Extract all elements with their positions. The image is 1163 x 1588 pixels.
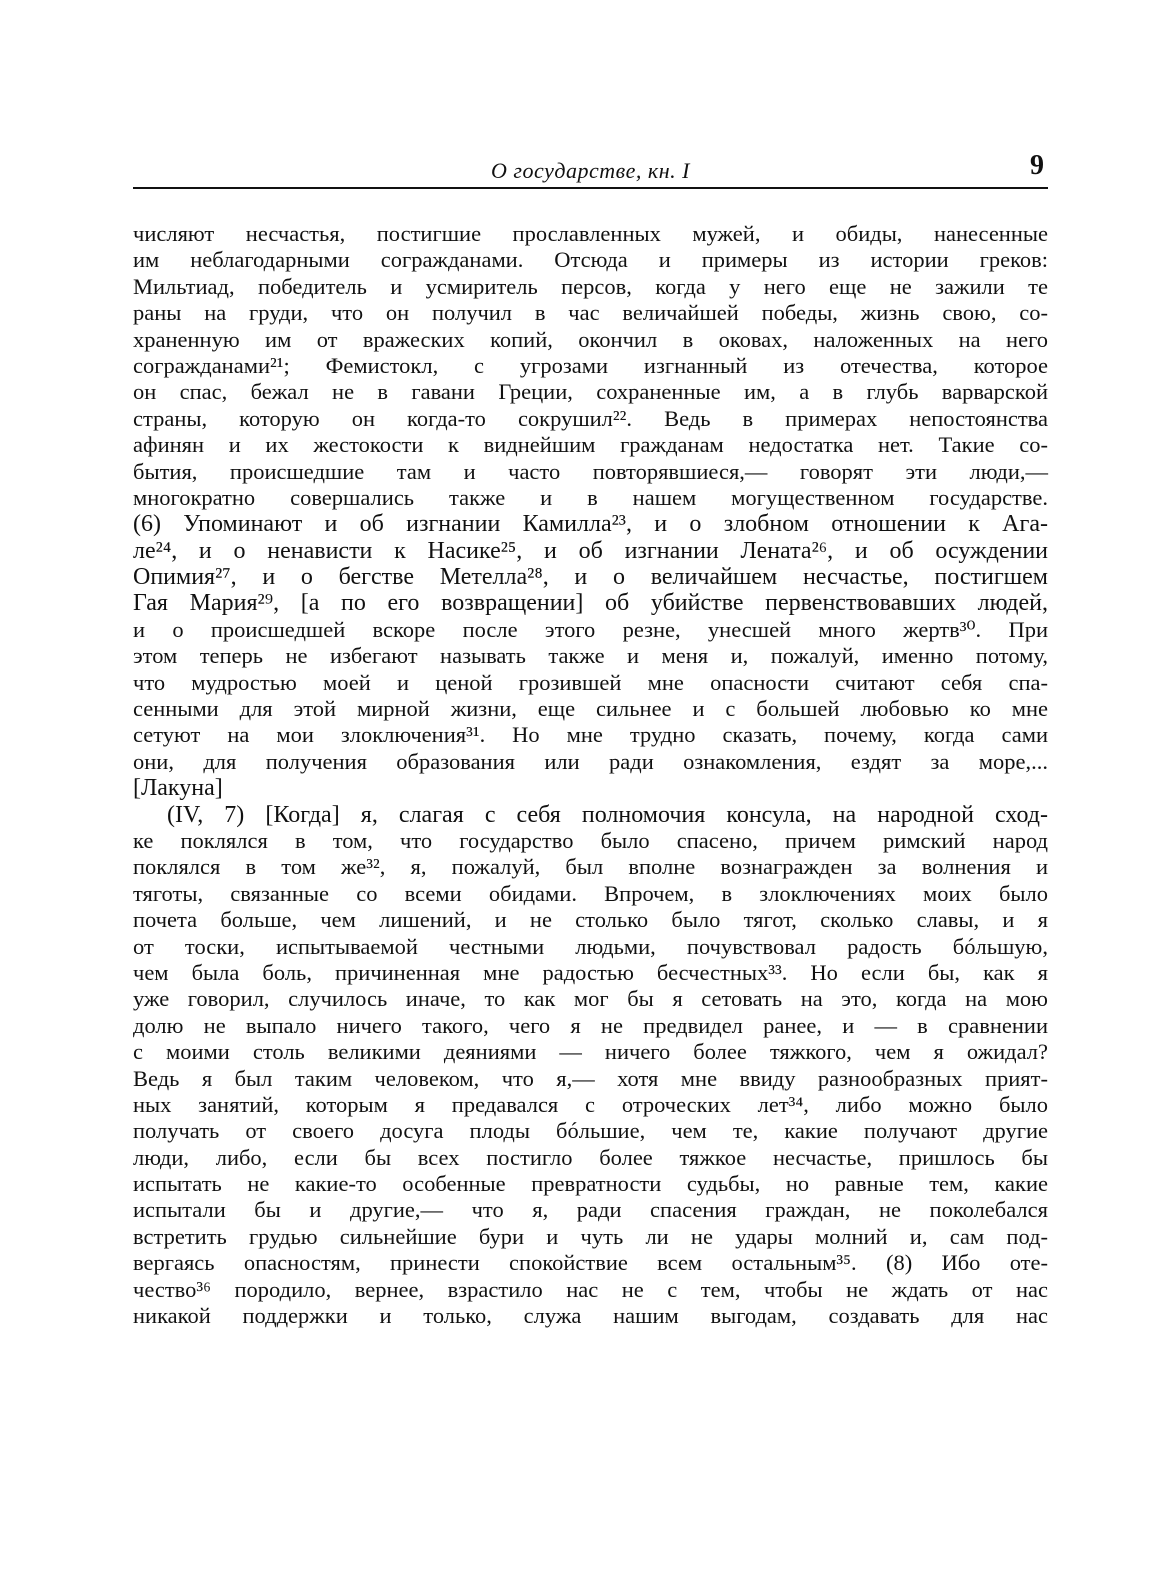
text-line: чество³⁶ породило, вернее, взрастило нас не с тем, чтобы не ждать от нас [133, 1276, 1048, 1302]
text-line: (6) Упоминают и об изгнании Камилла²³, и о злобном отношении к Ага- [133, 511, 1048, 538]
text-line: получать от своего досуга плоды бóльшие, чем те, какие получают другие [133, 1118, 1048, 1144]
text-line: никакой поддержки и только, служа нашим выгодам, создавать для нас [133, 1303, 1048, 1329]
lacuna-marker: [Лакуна] [133, 775, 223, 802]
text-line: что мудростью моей и ценой грозившей мне опасности считают себя спа- [133, 669, 1048, 695]
page-number: 9 [1030, 150, 1044, 181]
text-line: он спас, бежал не в гавани Греции, сохраненные им, а в глубь варварской [133, 379, 1048, 405]
text-line: Ведь я был таким человеком, что я,— хотя мне ввиду разнообразных прият- [133, 1065, 1048, 1091]
text-line: храненную им от вражеских копий, окончил в оковах, наложенных на него [133, 326, 1048, 352]
header-rule [133, 187, 1048, 189]
text-line: им неблагодарными согражданами. Отсюда и примеры из истории греков: [133, 247, 1048, 273]
text-line: чем была боль, причиненная мне радостью бесчестных³³. Но если бы, как я [133, 959, 1048, 985]
text-line: почета больше, чем лишений, и не столько было тягот, сколько славы, и я [133, 907, 1048, 933]
text-line: испытали бы и другие,— что я, ради спасения граждан, не поколебался [133, 1197, 1048, 1223]
text-line: от тоски, испытываемой честными людьми, почувствовал радость бóльшую, [133, 933, 1048, 959]
text-line: тяготы, связанные со всеми обидами. Впрочем, в злоключениях моих было [133, 880, 1048, 906]
text-line: ке поклялся в том, что государство было спасено, причем римский народ [133, 827, 1048, 853]
text-line: встретить грудью сильнейшие бури и чуть ли не удары молний и, сам под- [133, 1223, 1048, 1249]
text-line: (IV, 7) [Когда] я, слагая с себя полномочия консула, на народной сход- [167, 801, 1048, 828]
text-line: с моими столь великими деяниями — ничего более тяжкого, чем я ожидал? [133, 1039, 1048, 1065]
text-line: они, для получения образования или ради ознакомления, ездят за море,... [133, 748, 1048, 774]
text-line: страны, которую он когда-то сокрушил²². Ведь в примерах непостоянства [133, 405, 1048, 431]
text-line: раны на груди, что он получил в час величайшей победы, жизнь свою, со- [133, 300, 1048, 326]
text-line: числяют несчастья, постигшие прославленных мужей, и обиды, нанесенные [133, 221, 1048, 246]
running-title: О государстве, кн. I [491, 158, 690, 183]
text-line: и о происшедшей вскоре после этого резне, унесшей много жертв³⁰. При [133, 616, 1048, 642]
text-line: уже говорил, случилось иначе, то как мог бы я сетовать на это, когда на мою [133, 986, 1048, 1012]
text-line: Мильтиад, победитель и усмиритель персов, когда у него еще не зажили те [133, 273, 1048, 299]
text-line: испытать не какие-то особенные превратности судьбы, но равные тем, какие [133, 1171, 1048, 1197]
text-line: афинян и их жестокости к виднейшим гражданам недостатка нет. Такие со- [133, 432, 1048, 458]
text-line: сетуют на мои злоключения³¹. Но мне трудно сказать, почему, когда сами [133, 722, 1048, 748]
text-line: ных занятий, которым я предавался с отроческих лет³⁴, либо можно было [133, 1091, 1048, 1117]
text-line: долю не выпало ничего такого, чего я не предвидел ранее, и — в сравнении [133, 1012, 1048, 1038]
text-line: Гая Мария²⁹, [а по его возвращении] об убийстве первенствовавших людей, [133, 590, 1048, 617]
text-line: этом теперь не избегают называть также и меня и, пожалуй, именно потому, [133, 643, 1048, 669]
text-line: ле²⁴, и о ненависти к Насике²⁵, и об изгнании Лената²⁶, и об осуждении [133, 537, 1048, 564]
text-line: вергаясь опасностям, принести спокойствие всем остальным³⁵. (8) Ибо оте- [133, 1250, 1048, 1276]
text-line: многократно совершались также и в нашем могущественном государстве. [133, 484, 1048, 510]
text-line: бытия, происшедшие там и часто повторявшиеся,— говорят эти люди,— [133, 458, 1048, 484]
text-line: сенными для этой мирной жизни, еще сильнее и с большей любовью ко мне [133, 696, 1048, 722]
body-text [133, 221, 1048, 1329]
running-head [133, 150, 1048, 190]
text-line: люди, либо, если бы всех постигло более тяжкое несчастье, пришлось бы [133, 1144, 1048, 1170]
text-line: поклялся в том же³², я, пожалуй, был вполне вознагражден за волнения и [133, 854, 1048, 880]
text-line: Опимия²⁷, и о бегстве Метелла²⁸, и о величайшем несчастье, постигшем [133, 564, 1048, 591]
text-line: согражданами²¹; Фемистокл, с угрозами изгнанный из отечества, которое [133, 352, 1048, 378]
